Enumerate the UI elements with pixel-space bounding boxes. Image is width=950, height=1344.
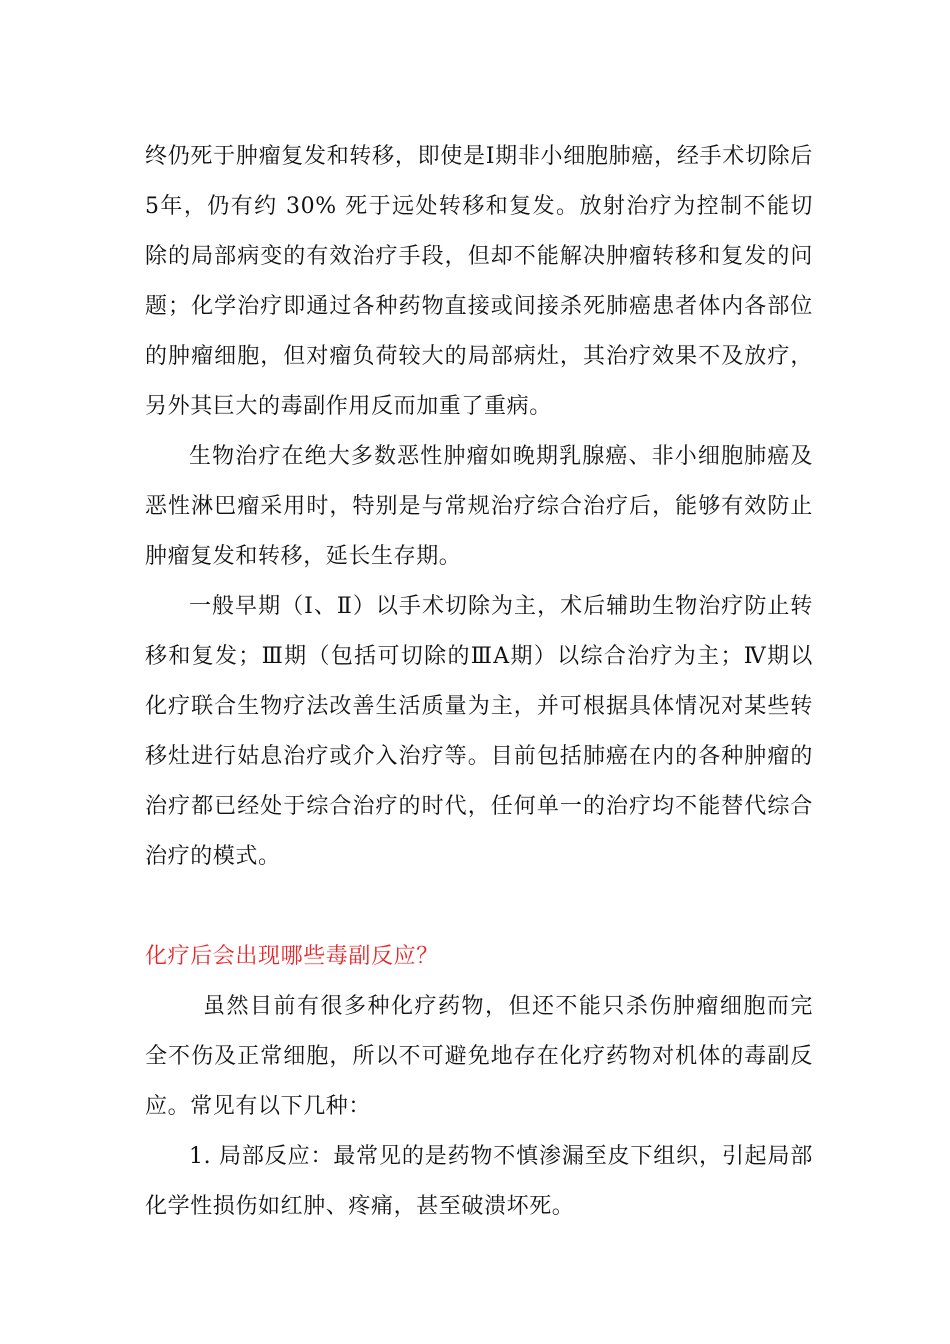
section-heading: 化疗后会出现哪些毒副反应？: [145, 944, 439, 969]
paragraph-local-reaction: 1. 局部反应：最常见的是药物不慎渗漏至皮下组织，引起局部化学性损伤如红肿、疼痛，甚至破溃坏死。: [145, 1144, 813, 1219]
paragraph-treatment-limits: 终仍死于肿瘤复发和转移，即使是Ⅰ期非小细胞肺癌，经手术切除后5年，仍有约 30% 死于远处转移和复发。放射治疗为控制不能切除的局部病变的有效治疗手段，但却不能解决肿瘤转移和复发的问题；化学治疗即通过各种药物直接或间接杀死肺癌患者体内各部位的肿瘤细胞，但对瘤负荷较大的局部病灶，其治疗效果不及放疗，另外其巨大的毒副作用反而加重了重病。: [145, 144, 813, 419]
paragraph-biological-therapy: 生物治疗在绝大多数恶性肿瘤如晚期乳腺癌、非小细胞肺癌及恶性淋巴瘤采用时，特别是与常规治疗综合治疗后，能够有效防止肿瘤复发和转移，延长生存期。: [145, 444, 813, 569]
paragraph-staged-treatment: 一般早期（Ⅰ、Ⅱ）以手术切除为主，术后辅助生物治疗防止转移和复发；Ⅲ期（包括可切除的ⅢA期）以综合治疗为主；Ⅳ期以化疗联合生物疗法改善生活质量为主，并可根据具体情况对某些转移灶进行姑息治疗或介入治疗等。目前包括肺癌在内的各种肿瘤的治疗都已经处于综合治疗的时代，任何单一的治疗均不能替代综合治疗的模式。: [145, 594, 813, 869]
document-body: [145, 132, 813, 1232]
paragraph-chemo-side-effects: 虽然目前有很多种化疗药物，但还不能只杀伤肿瘤细胞而完全不伤及正常细胞，所以不可避免地存在化疗药物对机体的毒副反应。常见有以下几种：: [145, 994, 813, 1119]
